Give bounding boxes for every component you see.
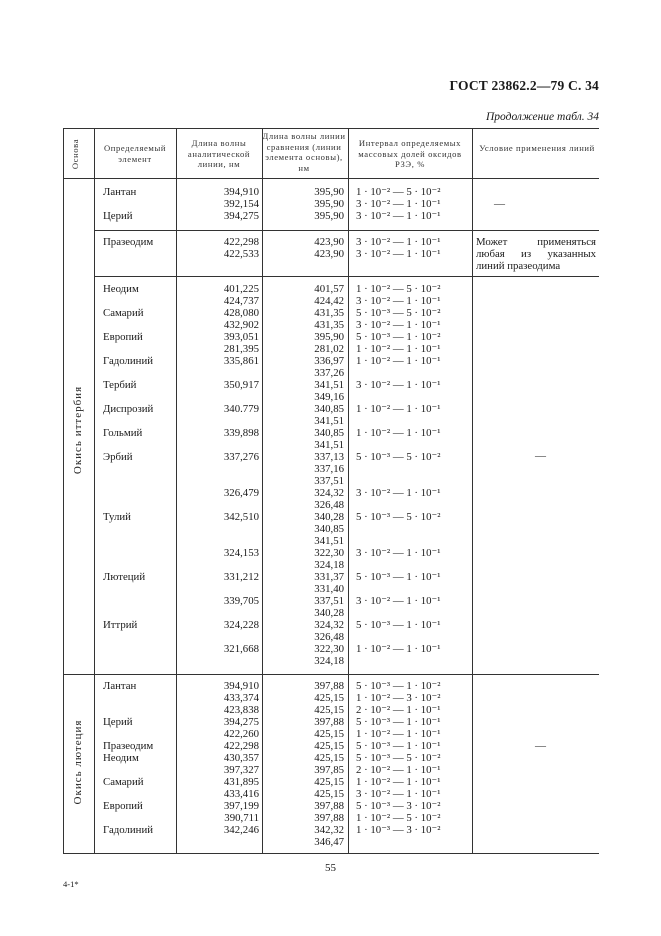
- element-cell: Иттрий: [103, 619, 138, 631]
- interval-cell: 1 · 10⁻² — 1 · 10⁻¹: [356, 643, 441, 655]
- rule-header-bottom: [63, 178, 599, 179]
- reference-wavelength-cell: 397,88: [314, 812, 344, 824]
- reference-wavelength-cell: 324,32: [314, 619, 344, 631]
- wavelength-cell: 394,910: [223, 186, 259, 198]
- interval-cell: 3 · 10⁻² — 1 · 10⁻¹: [356, 198, 441, 210]
- reference-wavelength-cell: 341,51: [314, 535, 344, 547]
- interval-cell: 1 · 10⁻² — 1 · 10⁻¹: [356, 427, 441, 439]
- table-row: [63, 463, 599, 475]
- reference-wavelength-cell: 342,32: [314, 824, 344, 836]
- table-row: [63, 511, 599, 523]
- table-row: [63, 535, 599, 547]
- reference-wavelength-cell: 401,57: [314, 283, 344, 295]
- reference-wavelength-cell: 281,02: [314, 343, 344, 355]
- element-cell: Неодим: [103, 752, 139, 764]
- table-row: [63, 559, 599, 571]
- reference-wavelength-cell: 331,40: [314, 583, 344, 595]
- table-row: [63, 331, 599, 343]
- table-row: [63, 295, 599, 307]
- reference-wavelength-cell: 395,90: [314, 210, 344, 222]
- wavelength-cell: 430,357: [223, 752, 259, 764]
- table-row: [63, 692, 599, 704]
- reference-wavelength-cell: 340,85: [314, 427, 344, 439]
- reference-wavelength-cell: 322,30: [314, 547, 344, 559]
- table-row: [63, 403, 599, 415]
- table-continuation-label: Продолжение табл. 34: [486, 111, 599, 123]
- reference-wavelength-cell: 346,47: [314, 836, 344, 848]
- wavelength-cell: 350,917: [223, 379, 259, 391]
- wavelength-cell: 342,246: [223, 824, 259, 836]
- wavelength-cell: 432,902: [223, 319, 259, 331]
- rule-base-divider: [63, 674, 599, 675]
- interval-cell: 5 · 10⁻³ — 1 · 10⁻¹: [356, 571, 441, 583]
- table-row: [63, 379, 599, 391]
- document-header: ГОСТ 23862.2—79 С. 34: [449, 78, 599, 93]
- element-cell: Самарий: [103, 776, 144, 788]
- reference-wavelength-cell: 397,88: [314, 800, 344, 812]
- table-row: [63, 439, 599, 451]
- wavelength-cell: 431,895: [223, 776, 259, 788]
- table-row: [63, 487, 599, 499]
- interval-cell: 5 · 10⁻³ — 3 · 10⁻²: [356, 800, 441, 812]
- interval-cell: 1 · 10⁻² — 1 · 10⁻¹: [356, 343, 441, 355]
- reference-wavelength-cell: 326,48: [314, 499, 344, 511]
- wavelength-cell: 433,416: [223, 788, 259, 800]
- interval-cell: 1 · 10⁻² — 3 · 10⁻²: [356, 692, 441, 704]
- reference-wavelength-cell: 425,15: [314, 728, 344, 740]
- wavelength-cell: 422,298: [223, 236, 259, 248]
- footer-mark: 4-1*: [63, 879, 79, 889]
- element-cell: Гадолиний: [103, 824, 154, 836]
- table-row: [63, 595, 599, 607]
- table-row: [63, 655, 599, 667]
- interval-cell: 5 · 10⁻³ — 5 · 10⁻²: [356, 752, 441, 764]
- wavelength-cell: 340.779: [223, 403, 259, 415]
- table-row: [63, 547, 599, 559]
- wavelength-cell: 397,327: [223, 764, 259, 776]
- element-cell: Тулий: [103, 511, 131, 523]
- wavelength-cell: 342,510: [223, 511, 259, 523]
- table-row: [63, 427, 599, 439]
- element-cell: Эрбий: [103, 451, 133, 463]
- rule-row-2: [94, 276, 599, 277]
- reference-wavelength-cell: 397,88: [314, 680, 344, 692]
- interval-cell: 5 · 10⁻³ — 1 · 10⁻²: [356, 680, 441, 692]
- interval-cell: 1 · 10⁻² — 1 · 10⁻¹: [356, 403, 441, 415]
- wavelength-cell: 422,260: [223, 728, 259, 740]
- reference-wavelength-cell: 337,16: [314, 463, 344, 475]
- col-header-interval: Интервал определяемых массовых долей оксидов РЗЭ, %: [358, 138, 462, 169]
- wavelength-cell: 422,533: [223, 248, 259, 260]
- reference-wavelength-cell: 395,90: [314, 186, 344, 198]
- reference-wavelength-cell: 340,85: [314, 403, 344, 415]
- table-row: [63, 210, 599, 222]
- col-header-base: Основа: [70, 138, 80, 170]
- condition-cell: Может применяться любая из указанных линий празеодима: [476, 236, 596, 272]
- wavelength-cell: 401,225: [223, 283, 259, 295]
- table-row: [63, 776, 599, 788]
- table-row: [63, 728, 599, 740]
- element-cell: Гадолиний: [103, 355, 154, 367]
- reference-wavelength-cell: 331,37: [314, 571, 344, 583]
- reference-wavelength-cell: 337,51: [314, 475, 344, 487]
- wavelength-cell: 324,228: [223, 619, 259, 631]
- interval-cell: 2 · 10⁻² — 1 · 10⁻¹: [356, 764, 441, 776]
- element-cell: Лантан: [103, 680, 137, 692]
- table-row: [63, 812, 599, 824]
- element-cell: Лантан: [103, 186, 137, 198]
- wavelength-cell: 423,838: [223, 704, 259, 716]
- reference-wavelength-cell: 340,85: [314, 523, 344, 535]
- reference-wavelength-cell: 425,15: [314, 740, 344, 752]
- reference-wavelength-cell: 322,30: [314, 643, 344, 655]
- wavelength-cell: 394,910: [223, 680, 259, 692]
- element-cell: Гольмий: [103, 427, 143, 439]
- reference-wavelength-cell: 324,18: [314, 559, 344, 571]
- wavelength-cell: 339,705: [223, 595, 259, 607]
- interval-cell: 3 · 10⁻² — 1 · 10⁻¹: [356, 547, 441, 559]
- wavelength-cell: 324,153: [223, 547, 259, 559]
- table-row: [63, 583, 599, 595]
- element-cell: Европий: [103, 331, 143, 343]
- reference-wavelength-cell: 341,51: [314, 439, 344, 451]
- table-row: [63, 415, 599, 427]
- reference-wavelength-cell: 424,42: [314, 295, 344, 307]
- reference-wavelength-cell: 397,85: [314, 764, 344, 776]
- reference-wavelength-cell: 425,15: [314, 692, 344, 704]
- table-row: [63, 283, 599, 295]
- condition-cell: —: [535, 740, 546, 752]
- reference-wavelength-cell: 337,51: [314, 595, 344, 607]
- table-row: [63, 391, 599, 403]
- table-row: [63, 704, 599, 716]
- reference-wavelength-cell: 341,51: [314, 415, 344, 427]
- interval-cell: 5 · 10⁻³ — 5 · 10⁻²: [356, 307, 441, 319]
- table-row: [63, 198, 599, 210]
- interval-cell: 3 · 10⁻² — 1 · 10⁻¹: [356, 295, 441, 307]
- element-cell: Неодим: [103, 283, 139, 295]
- interval-cell: 3 · 10⁻² — 1 · 10⁻¹: [356, 210, 441, 222]
- element-cell: Диспрозий: [103, 403, 154, 415]
- interval-cell: 5 · 10⁻³ — 1 · 10⁻¹: [356, 740, 441, 752]
- table-row: [63, 499, 599, 511]
- reference-wavelength-cell: 395,90: [314, 331, 344, 343]
- table-row: [63, 752, 599, 764]
- wavelength-cell: 433,374: [223, 692, 259, 704]
- interval-cell: 1 · 10⁻² — 5 · 10⁻²: [356, 283, 441, 295]
- wavelength-cell: 337,276: [223, 451, 259, 463]
- element-cell: Церий: [103, 210, 133, 222]
- wavelength-cell: 326,479: [223, 487, 259, 499]
- reference-wavelength-cell: 337,26: [314, 367, 344, 379]
- reference-wavelength-cell: 341,51: [314, 379, 344, 391]
- rule-top: [63, 128, 599, 129]
- base-label: Окись иттербия: [72, 385, 84, 475]
- element-cell: Празеодим: [103, 740, 154, 752]
- wavelength-cell: 392,154: [223, 198, 259, 210]
- wavelength-cell: 424,737: [223, 295, 259, 307]
- interval-cell: 5 · 10⁻³ — 5 · 10⁻²: [356, 511, 441, 523]
- interval-cell: 3 · 10⁻² — 1 · 10⁻¹: [356, 788, 441, 800]
- reference-wavelength-cell: 326,48: [314, 631, 344, 643]
- table-row: [63, 824, 599, 836]
- table-row: [63, 319, 599, 331]
- table-row: [63, 367, 599, 379]
- interval-cell: 2 · 10⁻² — 1 · 10⁻¹: [356, 704, 441, 716]
- reference-wavelength-cell: 425,15: [314, 752, 344, 764]
- rule-bottom: [63, 853, 599, 854]
- wavelength-cell: 335,861: [223, 355, 259, 367]
- rule-row-1: [94, 230, 599, 231]
- table-row: [63, 355, 599, 367]
- reference-wavelength-cell: 423,90: [314, 248, 344, 260]
- reference-wavelength-cell: 425,15: [314, 704, 344, 716]
- table-row: [63, 307, 599, 319]
- interval-cell: 1 · 10⁻² — 1 · 10⁻¹: [356, 728, 441, 740]
- interval-cell: 1 · 10⁻² — 5 · 10⁻²: [356, 186, 441, 198]
- element-cell: Тербий: [103, 379, 137, 391]
- reference-wavelength-cell: 337,13: [314, 451, 344, 463]
- element-cell: Европий: [103, 800, 143, 812]
- wavelength-cell: 281,395: [223, 343, 259, 355]
- table-row: [63, 607, 599, 619]
- col-header-reference-wavelength: Длина волны линии сравнения (линии элемента основы), нм: [262, 131, 346, 173]
- interval-cell: 5 · 10⁻³ — 1 · 10⁻¹: [356, 619, 441, 631]
- interval-cell: 1 · 10⁻² — 1 · 10⁻¹: [356, 776, 441, 788]
- interval-cell: 1 · 10⁻³ — 3 · 10⁻²: [356, 824, 441, 836]
- reference-wavelength-cell: 431,35: [314, 319, 344, 331]
- reference-wavelength-cell: 425,15: [314, 788, 344, 800]
- reference-wavelength-cell: 349,16: [314, 391, 344, 403]
- base-label: Окись лютеция: [72, 719, 84, 805]
- reference-wavelength-cell: 340,28: [314, 607, 344, 619]
- table-row: [63, 571, 599, 583]
- table-row: [63, 475, 599, 487]
- reference-wavelength-cell: 425,15: [314, 776, 344, 788]
- interval-cell: 3 · 10⁻² — 1 · 10⁻¹: [356, 236, 441, 248]
- wavelength-cell: 393,051: [223, 331, 259, 343]
- table-row: [63, 740, 599, 752]
- table-row: [63, 451, 599, 463]
- col-header-condition: Условие применения линий: [479, 143, 595, 153]
- interval-cell: 3 · 10⁻² — 1 · 10⁻¹: [356, 487, 441, 499]
- condition-cell: —: [494, 198, 505, 210]
- table-row: [63, 680, 599, 692]
- table-row: [63, 523, 599, 535]
- reference-wavelength-cell: 336,97: [314, 355, 344, 367]
- condition-cell: —: [535, 450, 546, 462]
- table-row: [63, 836, 599, 848]
- reference-wavelength-cell: 324,18: [314, 655, 344, 667]
- interval-cell: 5 · 10⁻³ — 1 · 10⁻²: [356, 331, 441, 343]
- interval-cell: 3 · 10⁻² — 1 · 10⁻¹: [356, 595, 441, 607]
- wavelength-cell: 390,711: [224, 812, 259, 824]
- wavelength-cell: 428,080: [223, 307, 259, 319]
- reference-wavelength-cell: 397,88: [314, 716, 344, 728]
- reference-wavelength-cell: 395,90: [314, 198, 344, 210]
- wavelength-cell: 422,298: [223, 740, 259, 752]
- element-cell: Церий: [103, 716, 133, 728]
- wavelength-cell: 339,898: [223, 427, 259, 439]
- interval-cell: 5 · 10⁻³ — 5 · 10⁻²: [356, 451, 441, 463]
- table-row: [63, 800, 599, 812]
- element-cell: Лютеций: [103, 571, 146, 583]
- reference-wavelength-cell: 340,28: [314, 511, 344, 523]
- page-number: 55: [325, 862, 336, 874]
- col-header-element: Определяемый элемент: [103, 143, 167, 164]
- col-header-wavelength: Длина волны аналитической линии, нм: [187, 138, 251, 169]
- table-row: [63, 643, 599, 655]
- table-row: [63, 764, 599, 776]
- table-row: [63, 788, 599, 800]
- wavelength-cell: 394,275: [223, 716, 259, 728]
- interval-cell: 3 · 10⁻² — 1 · 10⁻¹: [356, 248, 441, 260]
- table-row: [63, 631, 599, 643]
- table-row: [63, 619, 599, 631]
- interval-cell: 5 · 10⁻³ — 1 · 10⁻¹: [356, 716, 441, 728]
- table-row: [63, 716, 599, 728]
- interval-cell: 1 · 10⁻² — 5 · 10⁻²: [356, 812, 441, 824]
- table-row: [63, 343, 599, 355]
- wavelength-cell: 397,199: [223, 800, 259, 812]
- interval-cell: 3 · 10⁻² — 1 · 10⁻¹: [356, 379, 441, 391]
- reference-wavelength-cell: 324,32: [314, 487, 344, 499]
- reference-wavelength-cell: 431,35: [314, 307, 344, 319]
- element-cell: Празеодим: [103, 236, 154, 248]
- table-row: [63, 186, 599, 198]
- element-cell: Самарий: [103, 307, 144, 319]
- reference-wavelength-cell: 423,90: [314, 236, 344, 248]
- wavelength-cell: 331,212: [223, 571, 259, 583]
- interval-cell: 1 · 10⁻² — 1 · 10⁻¹: [356, 355, 441, 367]
- interval-cell: 3 · 10⁻² — 1 · 10⁻¹: [356, 319, 441, 331]
- wavelength-cell: 321,668: [223, 643, 259, 655]
- wavelength-cell: 394,275: [223, 210, 259, 222]
